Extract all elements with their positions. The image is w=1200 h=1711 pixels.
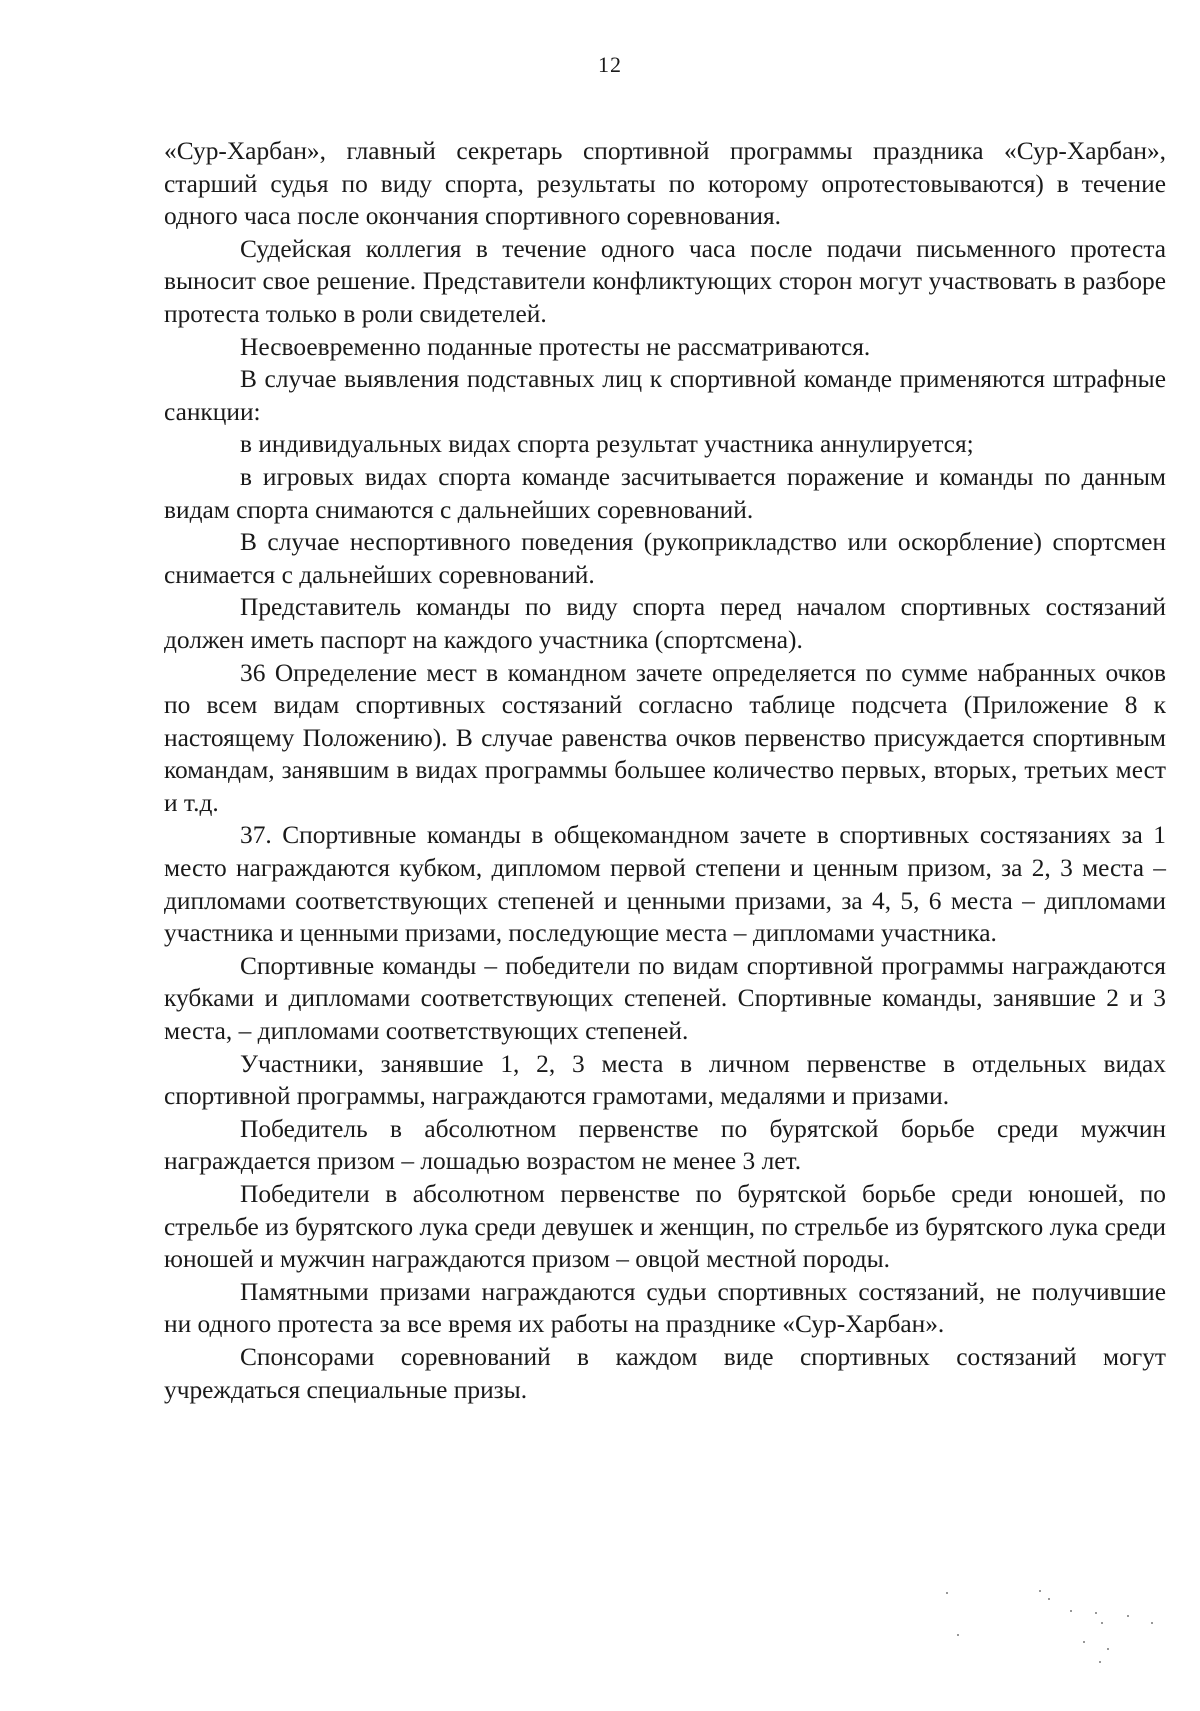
paragraph-36-team-standings: 36 Определение мест в командном зачете определяется по сумме набранных очков по всем видам спортивных состязаний согласно таблице подсчета (Приложение 8 к настоящему Положению). В случае равенства очков первенство присуждается спортивным командам, занявшим в видах программы большее количество первых, вторых, третьих мест и т.д.	[164, 658, 1166, 817]
document-body	[164, 135, 1166, 1406]
paragraph-team-sports-penalty: в игровых видах спорта команде засчитывается поражение и команды по данным видам спорта снимаются с дальнейших соревнований.	[164, 462, 1166, 524]
paragraph-judging-panel-decision: Судейская коллегия в течение одного часа после подачи письменного протеста выносит свое решение. Представители конфликтующих сторон могут участвовать в разборе протеста только в роли свидетелей.	[164, 234, 1166, 328]
paragraph-judges-prizes: Памятными призами награждаются судьи спортивных состязаний, не получившие ни одного протеста за все время их работы на празднике «Сур-Харбан».	[164, 1277, 1166, 1339]
paragraph-discipline-winners-awards: Спортивные команды – победители по видам спортивной программы награждаются кубками и дипломами соответствующих степеней. Спортивные команды, занявшие 2 и 3 места, – дипломами соответствующих степеней.	[164, 951, 1166, 1046]
paragraph-wrestling-men-prize: Победитель в абсолютном первенстве по бурятской борьбе среди мужчин награждается призом – лошадью возрастом не менее 3 лет.	[164, 1114, 1166, 1176]
paragraph-sponsor-prizes: Спонсорами соревнований в каждом виде спортивных состязаний могут учреждаться специальные призы.	[164, 1342, 1166, 1404]
paragraph-individual-sports-penalty: в индивидуальных видах спорта результат участника аннулируется;	[240, 430, 974, 459]
paragraph-unsporting-behavior: В случае неспортивного поведения (рукоприкладство или оскорбление) спортсмен снимается с дальнейших соревнований.	[164, 528, 1166, 589]
paragraph-substitute-persons: В случае выявления подставных лиц к спортивной команде применяются штрафные санкции:	[164, 365, 1166, 426]
paragraph-individual-awards: Участники, занявшие 1, 2, 3 места в личном первенстве в отдельных видах спортивной программы, награждаются грамотами, медалями и призами.	[164, 1049, 1166, 1111]
paragraph-protest-recipients: «Сур-Харбан», главный секретарь спортивной программы праздника «Сур-Харбан», старший судья по виду спорта, результаты по которому опротестовываются) в течение одного часа после окончания спортивного соревнования.	[164, 137, 1166, 231]
paragraph-late-protests: Несвоевременно поданные протесты не рассматриваются.	[240, 332, 871, 361]
paragraph-37-team-awards: 37. Спортивные команды в общекомандном зачете в спортивных состязаниях за 1 место награждаются кубком, дипломом первой степени и ценным призом, за 2, 3 места – дипломами соответствующих степеней и ценными призами, за 4, 5, 6 места – дипломами участника и ценными призами, последующие места – дипломами участника.	[164, 821, 1166, 948]
paragraph-team-representative-passport: Представитель команды по виду спорта перед началом спортивных состязаний должен иметь паспорт на каждого участника (спортсмена).	[164, 593, 1166, 654]
paragraph-youth-archery-prize: Победители в абсолютном первенстве по бурятской борьбе среди юношей, по стрельбе из бурятского лука среди девушек и женщин, по стрельбе из бурятского лука среди юношей и мужчин награждаются призом – овцой местной породы.	[164, 1180, 1166, 1274]
page-number: 12	[598, 52, 622, 77]
